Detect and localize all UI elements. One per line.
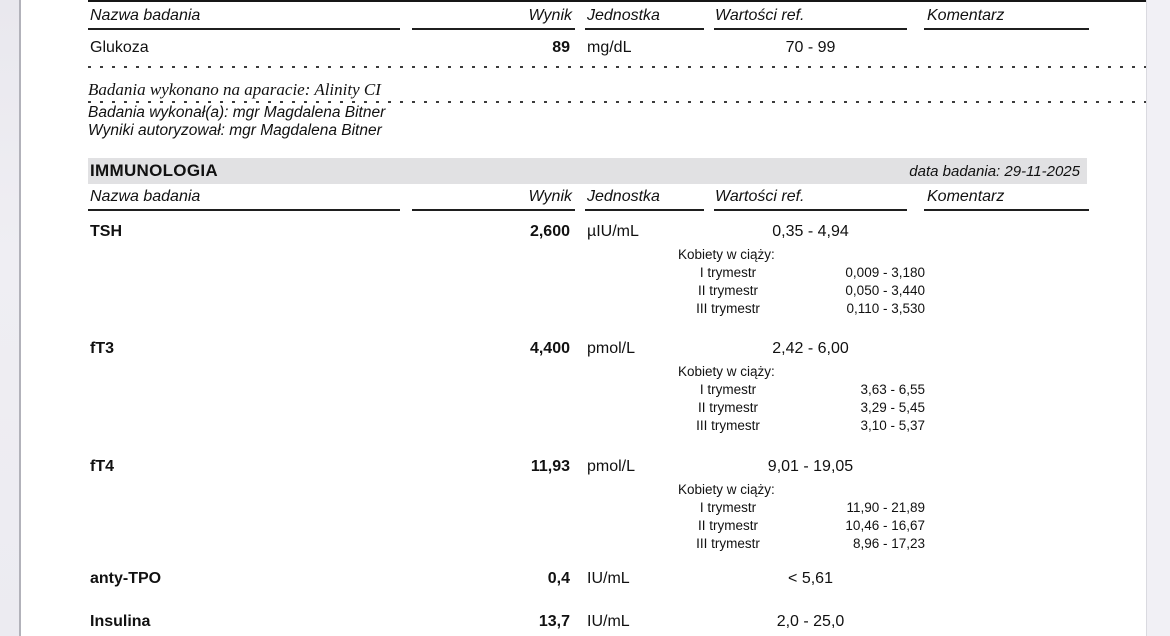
test-unit: µIU/mL: [587, 223, 639, 240]
trimester-label: I trymestr: [699, 265, 757, 280]
trimester-row: [678, 417, 925, 435]
test-comment: [924, 569, 1089, 588]
test-result: 2,600: [529, 223, 570, 240]
trimester-label: III trymestr: [696, 301, 760, 316]
header-wartosci-ref: Wartości ref.: [714, 6, 907, 30]
pregnancy-ranges-ft3: [678, 363, 925, 435]
trimester-label: I trymestr: [699, 382, 757, 397]
trimester-label: II trymestr: [698, 400, 758, 415]
test-comment: [924, 457, 1089, 476]
test-comment: [924, 339, 1089, 358]
header-komentarz: Komentarz: [924, 187, 1089, 211]
trimester-label: III trymestr: [696, 536, 760, 551]
header-wartosci-ref: Wartości ref.: [714, 187, 907, 211]
trimester-row: [678, 282, 925, 300]
test-unit: IU/mL: [587, 613, 630, 630]
test-unit: pmol/L: [587, 458, 636, 475]
trimester-row: [678, 264, 925, 282]
performed-by-note: Badania wykonał(a): mgr Magdalena Bitner: [88, 104, 386, 121]
header-jednostka: Jednostka: [585, 187, 704, 211]
viewer-left-gutter: [0, 0, 21, 636]
test-result: 89: [552, 39, 570, 56]
test-comment: [924, 612, 1089, 631]
apparatus-note: Badania wykonano na aparacie: Alinity CI: [88, 81, 1146, 103]
trimester-range: 8,96 - 17,23: [852, 536, 925, 551]
test-name: fT3: [90, 340, 114, 357]
trimester-label: II trymestr: [698, 518, 758, 533]
lab-row-anty-tpo: [88, 569, 1146, 588]
trimester-row: [678, 499, 925, 517]
lab-report-page: [88, 0, 1146, 631]
test-result: 11,93: [530, 458, 570, 475]
trimester-range: 0,110 - 3,530: [846, 301, 925, 316]
trimester-range: 10,46 - 16,67: [845, 518, 925, 533]
trimester-row: [678, 300, 925, 318]
header-komentarz: Komentarz: [924, 6, 1089, 30]
trimester-range: 3,29 - 5,45: [860, 400, 925, 415]
lab-row-ft4: [88, 457, 1146, 476]
trimester-row: [678, 381, 925, 399]
table-header-chemia: [88, 6, 1146, 30]
trimester-range: 3,63 - 6,55: [860, 382, 925, 397]
lab-row-tsh: [88, 222, 1146, 241]
test-ref-range: 0,35 - 4,94: [772, 223, 849, 240]
test-name: anty-TPO: [90, 570, 162, 587]
section-title: IMMUNOLOGIA: [90, 161, 218, 180]
header-nazwa-badania: Nazwa badania: [88, 187, 400, 211]
trimester-label: III trymestr: [696, 418, 760, 433]
lab-row-glukoza: [88, 38, 1146, 57]
test-name: fT4: [90, 458, 114, 475]
test-ref-range: 9,01 - 19,05: [767, 458, 854, 475]
test-result: 13,7: [538, 613, 570, 630]
test-unit: mg/dL: [587, 39, 632, 56]
test-result: 0,4: [547, 570, 570, 587]
pregnancy-title: Kobiety w ciąży:: [678, 482, 775, 497]
pregnancy-ranges-tsh: [678, 246, 925, 318]
trimester-row: [678, 399, 925, 417]
header-wynik: Wynik: [412, 187, 575, 211]
test-result: 4,400: [529, 340, 570, 357]
header-wynik: Wynik: [412, 6, 575, 30]
test-name: Insulina: [90, 613, 151, 630]
section-test-date: data badania: 29-11-2025: [909, 162, 1080, 180]
trimester-row: [678, 535, 925, 553]
trimester-range: 3,10 - 5,37: [860, 418, 925, 433]
test-ref-range: 2,0 - 25,0: [776, 613, 845, 630]
header-jednostka: Jednostka: [585, 6, 704, 30]
trimester-row: [678, 517, 925, 535]
test-unit: IU/mL: [587, 570, 630, 587]
test-ref-range: < 5,61: [788, 570, 833, 587]
table-top-border: [88, 0, 1146, 2]
test-name: TSH: [90, 223, 122, 240]
test-name: Glukoza: [90, 39, 149, 56]
authorized-by-note: Wyniki autoryzował: mgr Magdalena Bitner: [88, 121, 382, 139]
trimester-label: I trymestr: [699, 500, 757, 515]
header-nazwa-badania: Nazwa badania: [88, 6, 400, 30]
test-comment: [924, 38, 1089, 57]
test-ref-range: 70 - 99: [785, 39, 836, 56]
trimester-range: 0,050 - 3,440: [845, 283, 925, 298]
scrollbar-track[interactable]: [1146, 0, 1170, 636]
test-comment: [924, 222, 1089, 241]
trimester-label: II trymestr: [698, 283, 758, 298]
section-header-immunologia: [88, 158, 1087, 184]
dotted-separator: [88, 65, 1146, 68]
test-ref-range: 2,42 - 6,00: [772, 340, 849, 357]
lab-row-ft3: [88, 339, 1146, 358]
pregnancy-ranges-ft4: [678, 481, 925, 553]
trimester-range: 0,009 - 3,180: [845, 265, 925, 280]
trimester-range: 11,90 - 21,89: [846, 500, 925, 515]
test-unit: pmol/L: [587, 340, 636, 357]
pregnancy-title: Kobiety w ciąży:: [678, 247, 775, 262]
table-header-immunologia: [88, 187, 1146, 211]
lab-row-insulina: [88, 612, 1146, 631]
pregnancy-title: Kobiety w ciąży:: [678, 364, 775, 379]
